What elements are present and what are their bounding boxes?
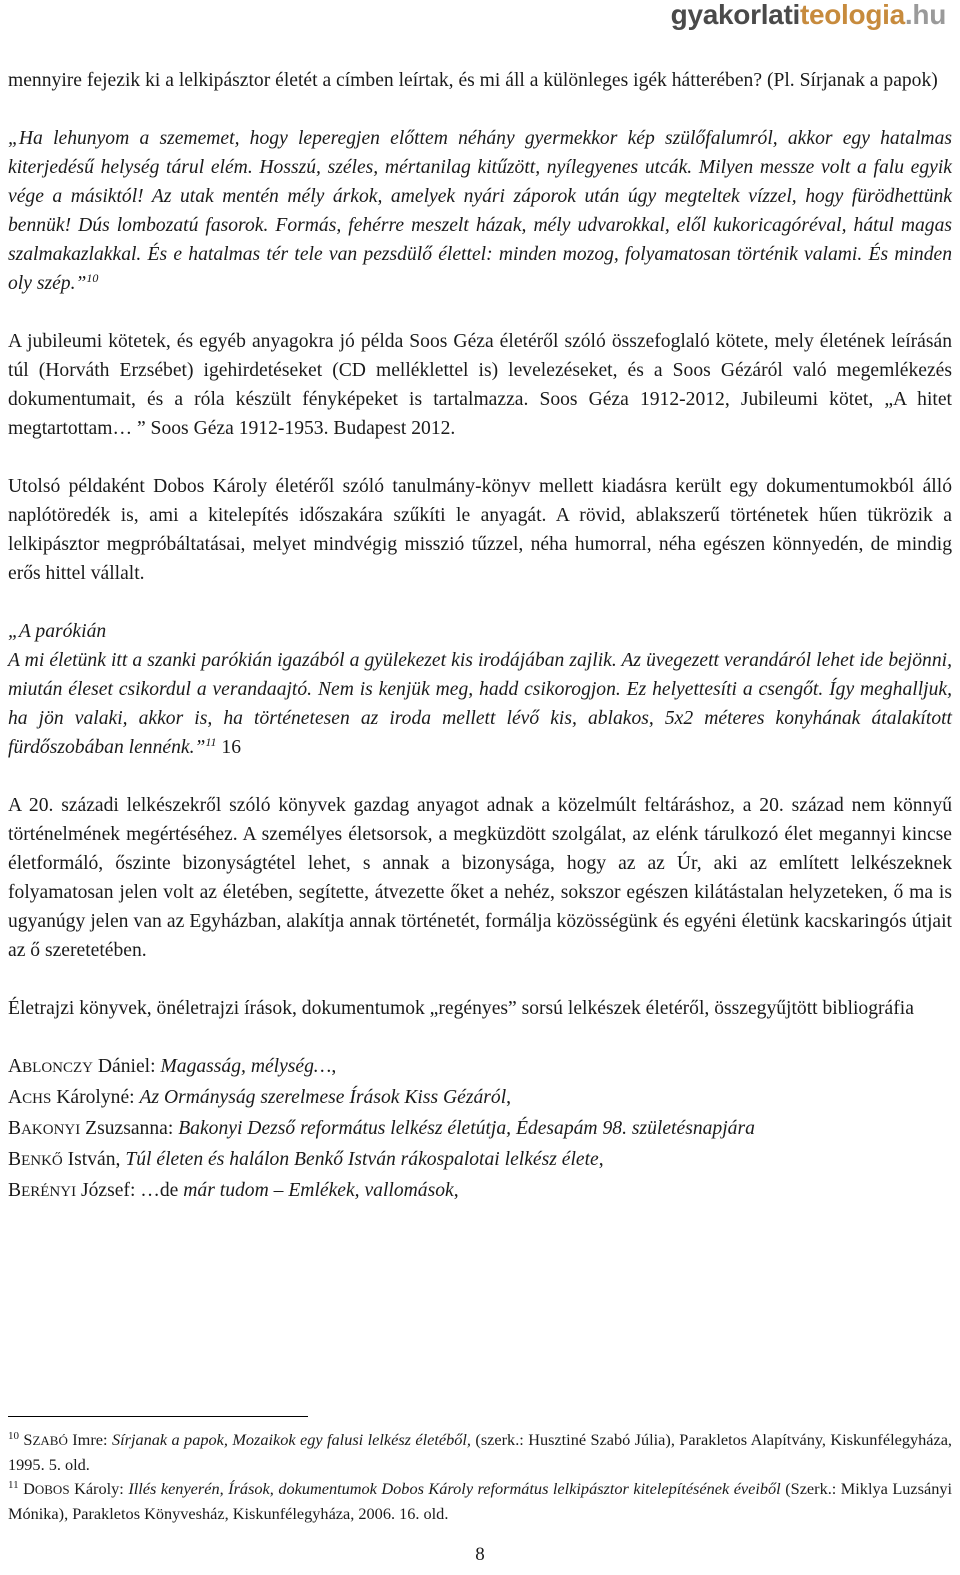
paragraph-dobos-karoly: Utolsó példaként Dobos Károly életéről szóló tanulmány-könyv mellett kiadásra került egy dokumentumokból álló naplótöredék is, ami a kitelepítés időszakára szűkíti le anyagát. A rövid, ablakszerű történetek hűen tükrözik a lelkipásztor megpróbáltatásai, melyet mindvégig misszió tűzzel, néha humorral, néha egészen könnyedén, de mindig erős hittel vállalt.: [8, 476, 952, 584]
paragraph-1: mennyire fejezik ki a lelkipásztor életét a címben leírtak, és mi áll a különleges igék hátterében? (Pl. Sírjanak a papok): [8, 70, 938, 91]
quote-parsonage-title: „A parókián: [8, 621, 107, 642]
footnotes: [8, 1428, 952, 1526]
page-content: [8, 66, 952, 1207]
quote-parsonage: A mi életünk itt a szanki parókián igazából a gyülekezet kis irodájában zajlik. Az üvegezett verandáról lehet ide bejönni, miután éleset csikordul a verandaajtó. Nem is kenjük meg, hadd csikorogjon. Ez helyettesíti a csengőt. Így meghalljuk, ha jön valaki, akkor is, ha történetesen az iroda mellett lévő kis, ablakos, 5x2 méteres konyhának átalakított fürdőszobában lennénk.”$^{11}$ 16: [8, 650, 952, 758]
footnote-ref-10[interactable]: 10: [86, 271, 99, 285]
bibliography-item: ACHS Károlyné: Az Ormányság szerelmese Írások Kiss Gézáról,: [8, 1087, 512, 1108]
footnote-11: $^{11}$ DOBOS Károly: Illés kenyerén, Írások, dokumentumok Dobos Károly református lelkipásztor kitelepítésének éveiből (Szerk.: Miklya Luzsányi Mónika), Parakletos Könyvesház, Kiskunfélegyháza, 2006. 16. old.: [8, 1479, 953, 1523]
bibliography-item: BENKŐ István, Túl életen és halálon Benkő István rákospalotai lelkész élete,: [8, 1149, 604, 1170]
bibliography-item: BAKONYI Zsuzsanna: Bakonyi Dezső református lelkész életútja, Édesapám 98. születésnapjára: [8, 1118, 755, 1139]
paragraph-conclusion: A 20. századi lelkészekről szóló könyvek gazdag anyagot adnak a közelmúlt feltáráshoz, a 20. század nem könnyű történelmének megértéséhez. A személyes életsorsok, a megküzdött szolgálat, az elénk tárulkozó élet megannyi kincse életformáló, őszinte bizonyságtétel lehet, s annak a bizonysága, hogy az az Úr, aki az említett lelkészeknek folyamatosan jelen volt az életében, segítette, átvezette őket a nehéz, sokszor egészen kilátástalan helyzeteken, ő ma is ugyanúgy jelen van az Egyházban, alakítja annak történetét, formálja közösségünk és egyéni életünk kacskaringós útjait az ő szeretetében.: [8, 795, 952, 961]
footnote-10: $^{10}$ SZABÓ Imre: Sírjanak a papok, Mozaikok egy falusi lelkész életéből, (szerk.: Husztiné Szabó Júlia), Parakletos Alapítvány, Kiskunfélegyháza, 1995. 5. old.: [8, 1430, 952, 1474]
bibliography-item: BERÉNYI József: …de már tudom – Emlékek, vallomások,: [8, 1180, 459, 1201]
footnote-separator: [8, 1416, 308, 1417]
site-logo: gyakorlatiteologia.hu: [670, 0, 946, 30]
paragraph-soos-geza: A jubileumi kötetek, és egyéb anyagokra jó példa Soos Géza életéről szóló összefoglaló kötete, mely életének leírásán túl (Horváth Erzsébet) igehirdetéseket (CD melléklettel is) levelezéseket, és a Soos Gézáról való megemlékezés dokumentumait, és a róla készült fényképeket is tartalmazza. Soos Géza 1912-2012, Jubileumi kötet, „A hitet megtartottam… ” Soos Géza 1912-1953. Budapest 2012.: [8, 331, 952, 439]
bibliography-heading: Életrajzi könyvek, önéletrajzi írások, dokumentumok „regényes” sorsú lelkészek életéről, összegyűjtött bibliográfia: [8, 998, 914, 1019]
bibliography-list: [8, 1052, 952, 1207]
footnote-ref-11[interactable]: 11: [205, 735, 217, 749]
bibliography-item: ABLONCZY Dániel: Magasság, mélység…,: [8, 1056, 337, 1077]
quote-village: „Ha lehunyom a szememet, hogy leperegjen előttem néhány gyermekkor kép szülőfalumról, akkor egy hatalmas kiterjedésű helység tárul elém. Hosszú, széles, mértanilag kitűzött, nyílegyenes utcák. Milyen messze volt a falu egyik vége a másiktól! Az utak mentén mély árkok, amelyek nyári záporok után úgy megteltek vízzel, hogy fürödhettünk bennük! Dús lombozatú fasorok. Formás, fehérre meszelt házak, mély udvarokkal, elől kukoricagóréval, hátul magas szalmakazlakkal. És e hatalmas tér tele van pezsdülő élettel: minden mozog, folyamatosan történik valami. És minden oly szép.”$^{10}$: [8, 128, 952, 294]
page-number: 8: [475, 1544, 485, 1565]
